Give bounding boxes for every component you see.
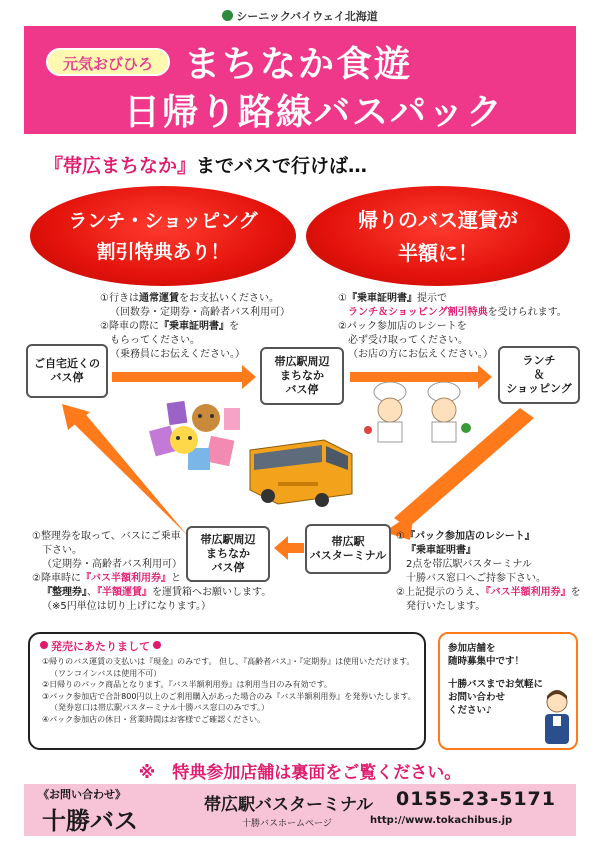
notice-list <box>42 656 422 725</box>
node-lunch-line-3: ショッピング <box>506 382 572 395</box>
node-lunch-line-1: ランチ <box>522 354 556 367</box>
half-fare-callout-line-1: 帰りのバス運賃が <box>358 208 518 232</box>
text: 、 <box>87 587 97 598</box>
inquiry-label: 《お問い合わせ》 <box>38 788 126 801</box>
node-obi1-line-3: バス停 <box>285 383 319 396</box>
flow-arrow-home-to-stop <box>112 372 242 382</box>
text: 下さい。 <box>42 545 82 556</box>
text: 『乗車証明書』 <box>406 545 476 556</box>
flow-arrow-stop-to-lunch <box>350 372 478 382</box>
text: 『バス半額利用券』 <box>80 573 171 584</box>
half-fare-callout-line-2: 半額に！ <box>398 241 478 265</box>
list-item: （発券窓口は帯広駅バスターミナル十勝バス窓口のみです。） <box>50 703 269 712</box>
text: 『乗車証明書』 <box>346 293 417 304</box>
text: 随時募集中です！ <box>448 656 525 667</box>
text: （※5円単位は切り上げになります。） <box>42 601 211 612</box>
contact-footer <box>24 784 576 836</box>
text: ① <box>396 531 405 542</box>
node-obi2-line-2: まちなか <box>206 547 250 560</box>
list-item: （ワンコインバスは使用不可） <box>50 668 162 678</box>
text: を運賃箱へお願いします。 <box>152 587 272 598</box>
text: ②降車の際に <box>100 321 159 332</box>
text: （お店の方にお伝えください。） <box>348 349 493 360</box>
notice-heading <box>40 638 164 654</box>
text: （乗務員にお伝えください。） <box>110 349 245 360</box>
title-line-2: 日帰り路線バスパック <box>123 92 504 133</box>
node-obi2-line-1: 帯広駅周辺 <box>200 533 256 546</box>
genki-obihiro-badge: 元気おびひろ <box>46 48 170 76</box>
text: と <box>170 573 181 584</box>
text: （定期券・高齢者バス利用可） <box>42 559 182 570</box>
notice-heading-text: 発売にあたりまして <box>51 640 150 653</box>
node-lunch-line-2: ＆ <box>533 368 545 381</box>
text: ②上記提示のうえ、 <box>396 587 486 598</box>
text: 必ず受け取ってください。 <box>348 335 468 346</box>
text: 『乗車証明書』 <box>158 321 229 332</box>
text: ①整理券を取って、バスにご乗車 <box>32 531 181 542</box>
terminal-name: 帯広駅バスターミナル <box>204 795 374 815</box>
node-home-line-2: バス停 <box>50 371 84 384</box>
bus-illustration <box>244 432 358 510</box>
participating-shops-note: ※ 特典参加店舗は裏面をご覧ください。 <box>138 763 462 783</box>
node-term-line-2: バスターミナル <box>309 549 387 562</box>
text: （回数券・定期券・高齢者バス利用可） <box>110 307 290 318</box>
staff-illustration <box>540 690 574 746</box>
recruit-contact <box>448 678 543 717</box>
text: 十勝バスまでお気軽に <box>448 679 544 690</box>
node-home-line-1: ご自宅近くの <box>34 357 100 370</box>
chefs-illustration <box>360 382 480 444</box>
text: ①行きは <box>100 293 139 304</box>
text: 発行いたします。 <box>406 601 486 612</box>
text: 『バス半額利用券』 <box>485 587 571 598</box>
discount-callout-line-2: 割引特典あり！ <box>96 241 230 263</box>
node-bus-terminal <box>305 524 391 574</box>
node-term-line-1: 帯広駅 <box>331 535 365 548</box>
lead-rest: までバスで行けば… <box>196 155 368 177</box>
text: を <box>228 321 239 332</box>
text: 2点を帯広駅バスターミナル <box>406 559 532 570</box>
step-terminal-instructions <box>396 530 596 614</box>
text: もらってください。 <box>110 335 200 346</box>
discount-callout-line-1: ランチ・ショッピング <box>68 210 258 232</box>
text: 提示で <box>416 293 447 304</box>
text: 『半額運賃』 <box>97 587 152 598</box>
step-outbound-instructions <box>100 292 310 362</box>
text: を <box>570 587 581 598</box>
text: 『整理券』 <box>42 587 87 598</box>
text: を受けられます。 <box>487 307 567 318</box>
sales-notice-box <box>28 632 426 750</box>
step-shop-instructions <box>338 292 600 362</box>
node-obi1-line-2: まちなか <box>280 369 324 382</box>
bullet-icon <box>153 641 161 649</box>
recruit-shops-box <box>438 632 578 750</box>
text: ① <box>338 293 347 304</box>
text: 十勝バス窓口へご持参下さい。 <box>406 573 546 584</box>
text: ください♪ <box>448 705 493 716</box>
step-return-ride-instructions <box>32 530 282 614</box>
text: ②パック参加店のレシートを <box>338 321 467 332</box>
homepage-label: 十勝バスホームページ <box>242 819 332 829</box>
homepage-url[interactable]: http://www.tokachibus.jp <box>370 815 513 826</box>
text: ②降車時に <box>32 573 81 584</box>
title-line-1: まちなか食遊 <box>184 44 413 85</box>
text: ランチ＆ショッピング割引特典 <box>348 307 488 318</box>
node-obi2-line-3: バス停 <box>211 561 245 574</box>
shopping-bags-illustration <box>148 398 244 476</box>
list-item: ②日帰りのパック商品となります。『バス半額利用券』は利用当日のみ有効です。 <box>42 680 332 689</box>
lead-highlight: 『帯広まちなか』 <box>44 155 197 177</box>
text: 通常運賃 <box>138 293 179 304</box>
list-item: ③パック参加店で合計800円以上のご利用購入があった場合のみ『バス半額利用券』を発券いたします。 <box>42 691 416 701</box>
organization-name: シーニックバイウェイ北海道 <box>236 10 378 23</box>
text: 『パック参加店のレシート』 <box>404 531 535 542</box>
node-obi1-line-1: 帯広駅周辺 <box>274 355 330 368</box>
list-item: ④パック参加店の休日・営業時間はお客様でご確認ください。 <box>42 714 266 724</box>
phone-number: 0155-23-5171 <box>396 788 556 810</box>
node-home-bus-stop <box>26 344 108 398</box>
flow-arrow-terminal-to-stop <box>288 543 304 553</box>
text: をお支払いください。 <box>178 293 279 304</box>
recruit-heading <box>448 642 524 668</box>
list-item: ①帰りのバス運賃の支払いは『現金』のみです。 但し、『高齢者バス』・『定期券』は使用いただけます。 <box>42 657 415 666</box>
company-name: 十勝バス <box>42 807 138 835</box>
text: 参加店舗を <box>448 643 496 654</box>
bullet-icon <box>40 641 48 649</box>
text: お問い合わせ <box>448 692 506 703</box>
